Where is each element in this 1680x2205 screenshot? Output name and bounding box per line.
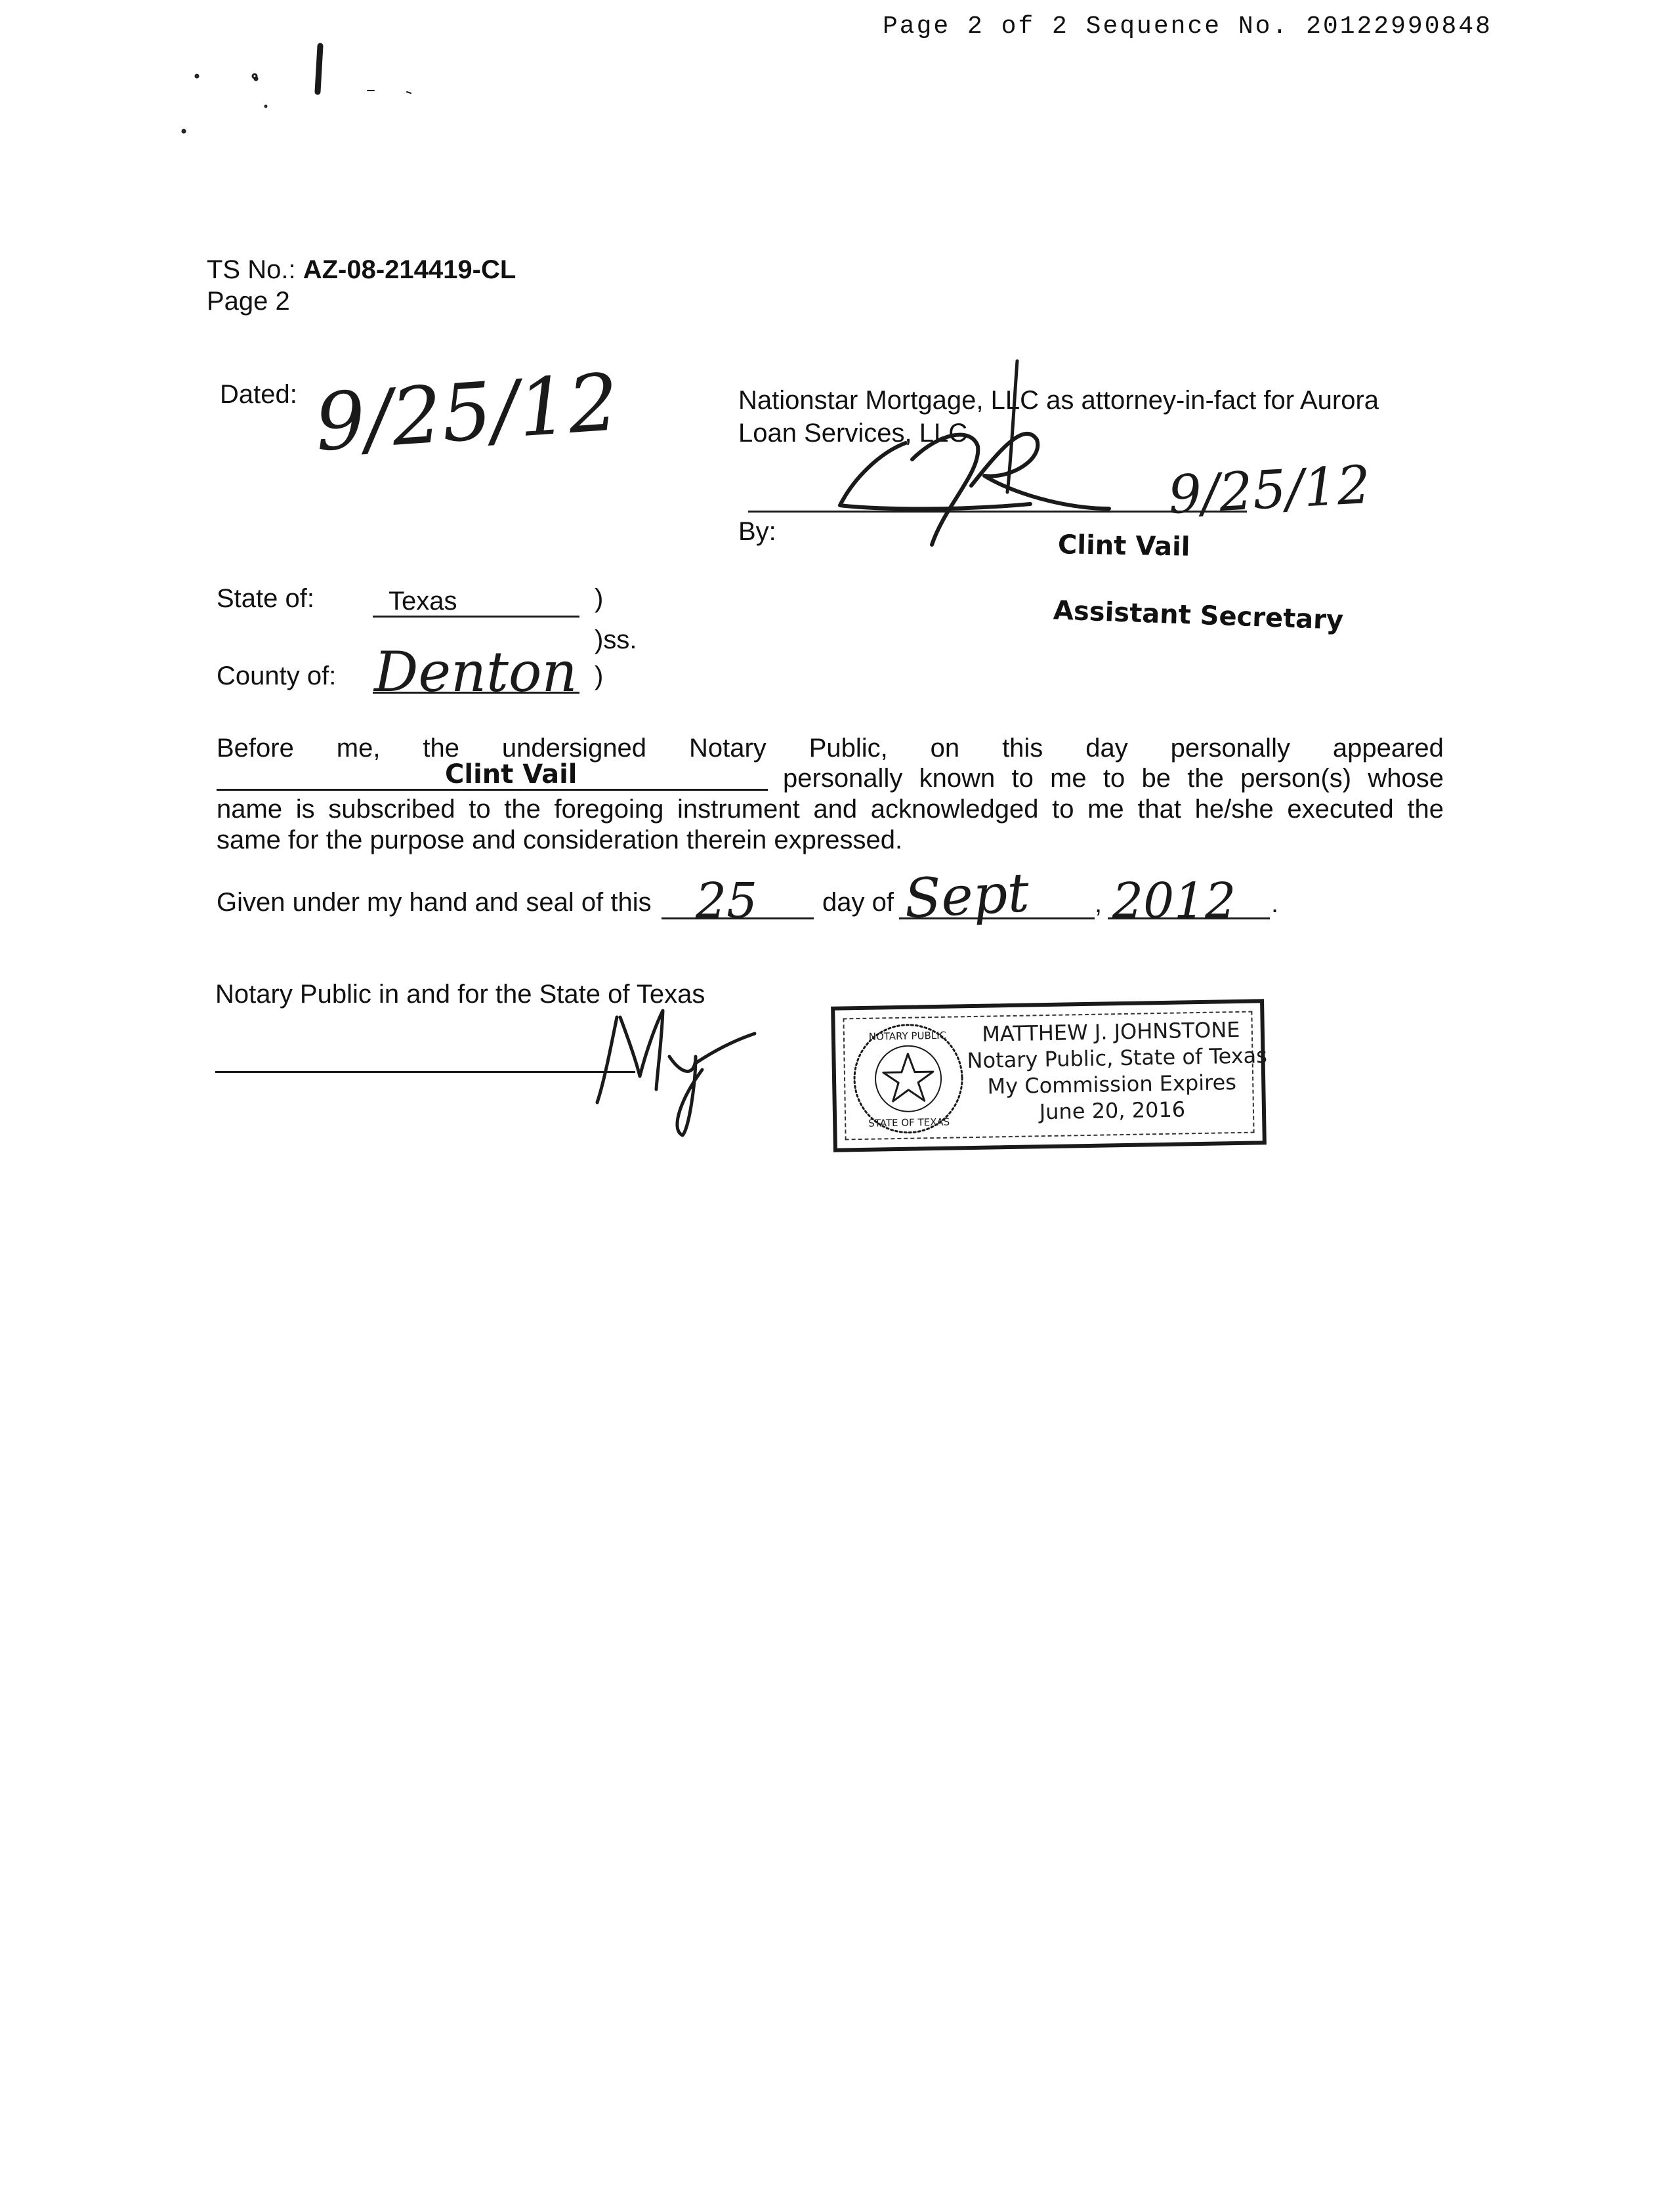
given-year-value: 2012 [1112,873,1236,929]
notary-signature-line [215,1071,635,1073]
ack-word: on [930,734,960,763]
stamp-line-3: My Commission Expires [987,1070,1237,1099]
by-label: By: [738,517,776,546]
state-value: Texas [388,587,457,616]
given-month-value: Sept [902,862,1031,931]
seal-top-text: NOTARY PUBLIC [868,1029,947,1043]
ack-word: Before [217,734,294,763]
stamp-expiration: June 20, 2016 [1039,1097,1186,1125]
ack-word: day [1085,734,1128,763]
notary-label: Notary Public in and for the State of Texas [215,980,705,1009]
state-underline [373,616,579,618]
ack-word: this [1002,734,1043,763]
county-label: County of: [217,662,337,690]
signer-title: Assistant Secretary [1053,595,1344,636]
lender-line-1: Nationstar Mortgage, LLC as attorney-in-fact for Aurora [738,386,1379,415]
ack-line-3: name is subscribed to the foregoing instrument and acknowledged to me that he/she executed the [217,795,1444,824]
ss-label: )ss. [595,625,637,654]
ack-word: Notary [688,734,766,763]
seal-bottom-text: STATE OF TEXAS [868,1116,950,1129]
state-label: State of: [217,584,314,613]
ack-line-1 [217,735,1444,761]
county-underline [373,692,579,694]
state-paren: ) [595,584,604,613]
signer-signature-date: 9/25/12 [1166,453,1372,526]
ack-line-4: same for the purpose and consideration therein expressed. [217,826,903,854]
page-sequence-header: Page 2 of 2 Sequence No. 20122990848 [883,12,1492,41]
ack-word: Public, [808,734,888,763]
ack-word: undersigned [501,734,647,763]
scan-specks [158,39,617,184]
county-paren: ) [595,662,604,690]
ack-word: the [423,734,459,763]
county-value: Denton [374,640,578,704]
ack-word: me, [336,734,381,763]
ack-line-2: personally known to me to be the person(s) whose [783,764,1444,793]
lender-line-2: Loan Services, LLC [738,419,968,448]
ts-label: TS No.: [207,255,296,284]
given-prefix: Given under my hand and seal of this [217,888,652,917]
dated-label: Dated: [220,380,297,409]
given-day-value: 25 [696,873,758,929]
stamp-text [967,1016,1268,1126]
notary-signature [584,998,768,1142]
signer-name: Clint Vail [1057,530,1190,562]
notary-seal-icon [848,1018,968,1139]
ts-page: Page 2 [207,287,290,316]
notary-stamp [831,999,1267,1152]
given-period: . [1271,889,1279,918]
ts-number: AZ-08-214419-CL [303,255,516,284]
ack-word: personally [1170,734,1290,763]
given-comma: , [1095,889,1102,918]
ack-word: appeared [1332,734,1444,763]
given-day-of: day of [822,888,894,917]
dated-handwritten-date: 9/25/12 [312,357,621,469]
stamp-notary-name: MATTHEW J. JOHNSTONE [981,1017,1240,1047]
appeared-name: Clint Vail [445,759,578,789]
stamp-line-2: Notary Public, State of Texas [967,1043,1268,1074]
signer-signature [814,354,1181,551]
ts-number-line [207,257,516,283]
